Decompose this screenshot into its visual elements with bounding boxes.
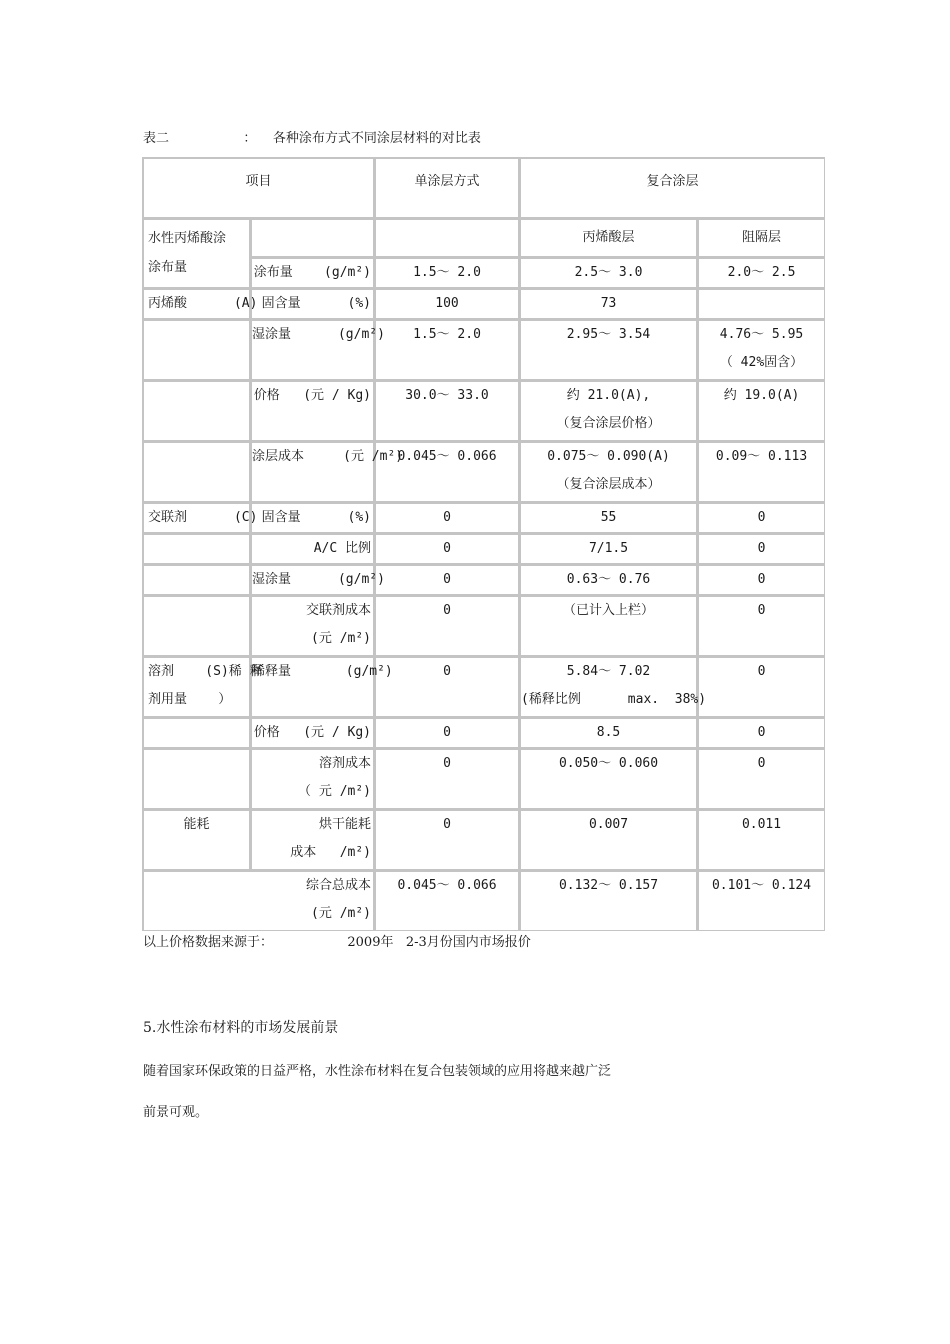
row-name	[142, 441, 250, 502]
value-barrier: 0.101～ 0.124	[697, 870, 825, 931]
param-cell: 涂层成本 (元 /m²)	[250, 441, 374, 502]
table-caption: 表二 ： 各种涂布方式不同涂层材料的对比表	[143, 131, 481, 146]
param-cell: 固含量 (%)	[250, 288, 374, 319]
row-name	[142, 564, 250, 595]
value-acrylic: 2.5～ 3.0	[519, 257, 697, 288]
value-acrylic: 73	[519, 288, 697, 319]
table-row	[142, 533, 825, 564]
param-cell: 烘干能耗 成本 /m²)	[250, 809, 374, 870]
param-cell: 固含量 (%)	[250, 502, 374, 533]
value-acrylic: （已计入上栏）	[519, 595, 697, 656]
value-acrylic: 0.075～ 0.090(A) （复合涂层成本）	[519, 441, 697, 502]
table-row	[142, 595, 825, 656]
value-single: 0	[374, 564, 519, 595]
value-acrylic: 约 21.0(A), （复合涂层价格）	[519, 380, 697, 441]
value-single: 0	[374, 533, 519, 564]
param-cell: 溶剂成本 （ 元 /m²)	[250, 748, 374, 809]
source-note: 以上价格数据来源于： 2009年 2-3月份国内市场报价	[143, 935, 531, 950]
value-acrylic: 8.5	[519, 717, 697, 748]
param-cell: 综合总成本 (元 /m²)	[142, 870, 374, 931]
value-single: 1.5～ 2.0	[374, 319, 519, 380]
param-cell: 湿涂量 (g/m²)	[250, 564, 374, 595]
row-name: 交联剂 (C)	[142, 502, 250, 533]
value-single: 0	[374, 502, 519, 533]
table-row	[142, 502, 825, 533]
value-acrylic: 0.007	[519, 809, 697, 870]
header-item: 项目	[142, 157, 374, 218]
param-cell: 价格 (元 / Kg)	[250, 717, 374, 748]
value-barrier: 2.0～ 2.5	[697, 257, 825, 288]
value-acrylic: 0.63～ 0.76	[519, 564, 697, 595]
value-acrylic: 2.95～ 3.54	[519, 319, 697, 380]
value-single: 30.0～ 33.0	[374, 380, 519, 441]
row-name: 溶剂 (S)稀 释 剂用量 ）	[142, 656, 250, 717]
value-single: 0	[374, 717, 519, 748]
body-paragraph-continued: 前景可观。	[143, 1105, 209, 1120]
header-dual: 复合涂层	[519, 157, 825, 218]
value-barrier	[697, 288, 825, 319]
value-acrylic: 55	[519, 502, 697, 533]
param-cell: 涂布量 (g/m²)	[250, 257, 374, 288]
row-name	[142, 748, 250, 809]
table-row	[142, 809, 825, 870]
body-paragraph: 随着国家环保政策的日益严格，水性涂布材料在复合包装领域的应用将越来越广泛	[143, 1064, 612, 1079]
row-name: 丙烯酸 (A)	[142, 288, 250, 319]
subheader-row	[142, 218, 825, 257]
table-row	[142, 319, 825, 380]
value-acrylic: 0.050～ 0.060	[519, 748, 697, 809]
value-acrylic: 7/1.5	[519, 533, 697, 564]
group-label: 水性丙烯酸涂 涂布量	[142, 218, 250, 288]
header-row	[142, 157, 825, 218]
param-cell: A/C 比例	[250, 533, 374, 564]
table-row-total	[142, 870, 825, 931]
param-cell: 湿涂量 (g/m²)	[250, 319, 374, 380]
subheader-acrylic: 丙烯酸层	[519, 218, 697, 257]
table-row	[142, 748, 825, 809]
value-single: 0	[374, 809, 519, 870]
value-acrylic: 0.132～ 0.157	[519, 870, 697, 931]
value-barrier: 约 19.0(A)	[697, 380, 825, 441]
comparison-table	[142, 157, 825, 931]
header-single: 单涂层方式	[374, 157, 519, 218]
value-barrier: 0	[697, 595, 825, 656]
table-row	[142, 380, 825, 441]
value-barrier: 0	[697, 656, 825, 717]
value-barrier: 0.011	[697, 809, 825, 870]
subheader-barrier: 阻隔层	[697, 218, 825, 257]
row-name	[142, 533, 250, 564]
value-barrier: 0	[697, 502, 825, 533]
value-barrier: 0	[697, 564, 825, 595]
value-barrier: 0	[697, 533, 825, 564]
value-barrier: 0	[697, 717, 825, 748]
value-single: 100	[374, 288, 519, 319]
value-single: 0	[374, 595, 519, 656]
value-acrylic: 5.84～ 7.02 (稀释比例 max. 38%)	[519, 656, 697, 717]
value-barrier: 0	[697, 748, 825, 809]
row-name	[142, 717, 250, 748]
value-single: 0	[374, 748, 519, 809]
section-heading: 5.水性涂布材料的市场发展前景	[143, 1020, 339, 1036]
table-row	[142, 564, 825, 595]
param-cell: 价格 (元 / Kg)	[250, 380, 374, 441]
table-row	[142, 288, 825, 319]
value-barrier: 0.09～ 0.113	[697, 441, 825, 502]
value-single: 0.045～ 0.066	[374, 870, 519, 931]
param-cell: 交联剂成本 (元 /m²)	[250, 595, 374, 656]
value-single: 0.045～ 0.066	[374, 441, 519, 502]
param-cell: 稀释量 (g/m²)	[250, 656, 374, 717]
table-row	[142, 717, 825, 748]
subheader-empty-1	[250, 218, 374, 257]
subheader-empty-2	[374, 218, 519, 257]
row-name	[142, 319, 250, 380]
row-name: 能耗	[142, 809, 250, 870]
value-single: 0	[374, 656, 519, 717]
row-name	[142, 595, 250, 656]
row-name	[142, 380, 250, 441]
table-row	[142, 656, 825, 717]
value-barrier: 4.76～ 5.95 （ 42%固含）	[697, 319, 825, 380]
value-single: 1.5～ 2.0	[374, 257, 519, 288]
table-row	[142, 441, 825, 502]
